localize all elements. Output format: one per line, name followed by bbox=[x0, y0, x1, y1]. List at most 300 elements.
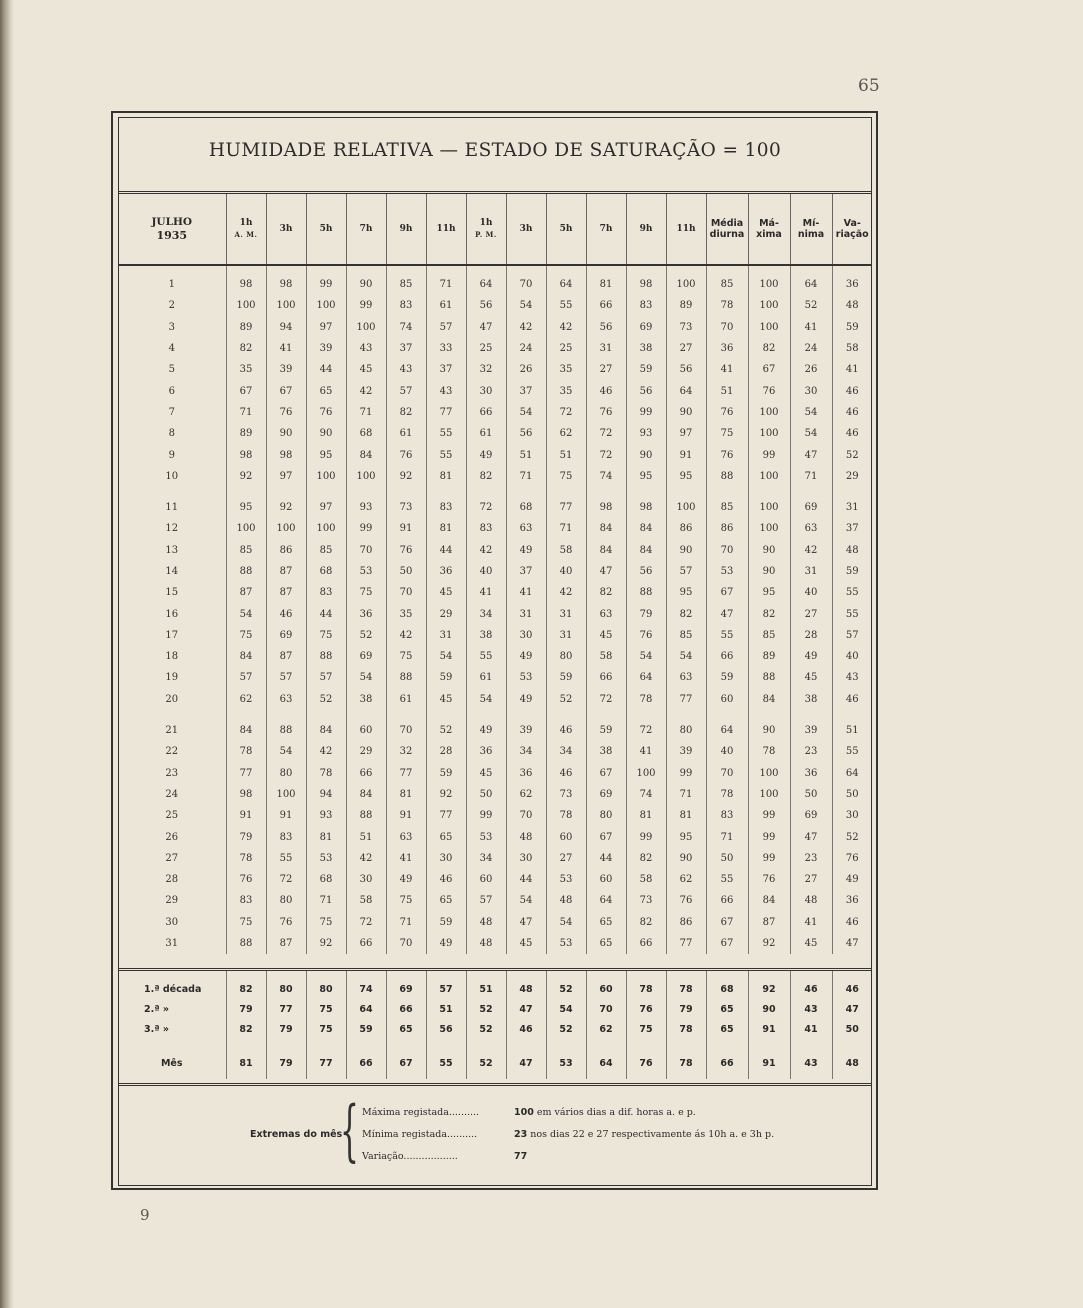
value-cell: 56 bbox=[626, 561, 666, 582]
value-cell: 65 bbox=[586, 933, 626, 954]
value-cell: 77 bbox=[666, 933, 706, 954]
column-header-top: 9h bbox=[399, 223, 413, 234]
table-row bbox=[118, 466, 872, 487]
value-cell: 88 bbox=[626, 582, 666, 603]
summary-value: 70 bbox=[586, 999, 626, 1019]
value-cell: 73 bbox=[666, 317, 706, 338]
column-header-top: 11h bbox=[676, 223, 696, 234]
value-cell: 100 bbox=[266, 518, 306, 539]
value-cell: 33 bbox=[426, 338, 466, 359]
value-cell: 46 bbox=[832, 402, 872, 423]
value-cell: 100 bbox=[226, 518, 266, 539]
value-cell: 83 bbox=[266, 826, 306, 847]
value-cell: 41 bbox=[832, 359, 872, 380]
value-cell: 57 bbox=[306, 667, 346, 688]
value-cell: 90 bbox=[666, 402, 706, 423]
table-row bbox=[118, 689, 872, 710]
day-cell: 24 bbox=[165, 788, 179, 800]
column-header bbox=[748, 193, 790, 266]
value-cell: 78 bbox=[706, 295, 748, 316]
value-cell: 44 bbox=[506, 869, 546, 890]
summary-value: 82 bbox=[226, 1019, 266, 1039]
value-cell: 45 bbox=[466, 763, 506, 784]
extremes-label: Extremas do mês bbox=[250, 1129, 343, 1140]
value-cell: 88 bbox=[748, 667, 790, 688]
value-cell: 81 bbox=[586, 265, 626, 295]
value-cell: 70 bbox=[346, 540, 386, 561]
column-header bbox=[626, 193, 666, 266]
value-cell: 45 bbox=[426, 582, 466, 603]
column-header-bottom: nima bbox=[797, 229, 825, 240]
value-cell: 40 bbox=[790, 582, 832, 603]
value-cell: 58 bbox=[346, 890, 386, 911]
summary-value: 74 bbox=[346, 970, 386, 1000]
value-cell: 77 bbox=[666, 689, 706, 710]
value-cell: 63 bbox=[506, 518, 546, 539]
value-cell: 71 bbox=[706, 826, 748, 847]
value-cell: 70 bbox=[386, 933, 426, 954]
value-cell: 46 bbox=[832, 423, 872, 444]
value-cell: 100 bbox=[666, 487, 706, 518]
summary-value: 78 bbox=[666, 970, 706, 1000]
summary-value: 78 bbox=[666, 1019, 706, 1039]
value-cell: 90 bbox=[306, 423, 346, 444]
value-cell: 89 bbox=[226, 317, 266, 338]
value-cell: 76 bbox=[748, 869, 790, 890]
value-cell: 91 bbox=[226, 805, 266, 826]
value-cell: 100 bbox=[748, 295, 790, 316]
value-cell: 76 bbox=[586, 402, 626, 423]
value-cell: 55 bbox=[546, 295, 586, 316]
value-cell: 90 bbox=[266, 423, 306, 444]
value-cell: 76 bbox=[706, 444, 748, 465]
value-cell: 64 bbox=[666, 380, 706, 401]
value-cell: 82 bbox=[748, 338, 790, 359]
column-header bbox=[506, 193, 546, 266]
summary-value: 79 bbox=[266, 1019, 306, 1039]
value-cell: 29 bbox=[346, 741, 386, 762]
value-cell: 28 bbox=[790, 625, 832, 646]
value-cell: 69 bbox=[790, 487, 832, 518]
value-cell: 34 bbox=[506, 741, 546, 762]
value-cell: 71 bbox=[346, 402, 386, 423]
summary-value: 76 bbox=[626, 999, 666, 1019]
value-cell: 76 bbox=[832, 848, 872, 869]
summary-value: 52 bbox=[466, 1039, 506, 1079]
value-cell: 74 bbox=[586, 466, 626, 487]
value-cell: 47 bbox=[706, 603, 748, 624]
day-cell: 3 bbox=[168, 321, 175, 333]
summary-value: 47 bbox=[832, 999, 872, 1019]
summary-value: 65 bbox=[706, 1019, 748, 1039]
value-cell: 88 bbox=[226, 561, 266, 582]
value-cell: 46 bbox=[832, 380, 872, 401]
table-row bbox=[118, 667, 872, 688]
humidity-table bbox=[118, 191, 872, 954]
value-cell: 85 bbox=[226, 540, 266, 561]
value-cell: 72 bbox=[586, 444, 626, 465]
summary-label: 2.ª » bbox=[144, 1003, 170, 1015]
value-cell: 99 bbox=[748, 826, 790, 847]
summary-value: 59 bbox=[346, 1019, 386, 1039]
day-cell: 22 bbox=[165, 746, 179, 758]
value-cell: 68 bbox=[346, 423, 386, 444]
summary-value: 76 bbox=[626, 1039, 666, 1079]
value-cell: 100 bbox=[748, 402, 790, 423]
value-cell: 93 bbox=[306, 805, 346, 826]
value-cell: 59 bbox=[832, 561, 872, 582]
value-cell: 67 bbox=[748, 359, 790, 380]
value-cell: 99 bbox=[466, 805, 506, 826]
day-cell: 6 bbox=[168, 385, 175, 397]
value-cell: 55 bbox=[832, 603, 872, 624]
value-cell: 76 bbox=[306, 402, 346, 423]
value-cell: 100 bbox=[748, 466, 790, 487]
value-cell: 47 bbox=[832, 933, 872, 954]
value-cell: 100 bbox=[306, 518, 346, 539]
summary-value: 75 bbox=[306, 1019, 346, 1039]
value-cell: 44 bbox=[306, 603, 346, 624]
value-cell: 84 bbox=[626, 518, 666, 539]
extremes-divider bbox=[118, 1083, 872, 1086]
value-cell: 100 bbox=[748, 423, 790, 444]
summary-value: 57 bbox=[426, 970, 466, 1000]
value-cell: 35 bbox=[546, 380, 586, 401]
value-cell: 57 bbox=[226, 667, 266, 688]
value-cell: 34 bbox=[466, 848, 506, 869]
value-cell: 23 bbox=[790, 741, 832, 762]
summary-row bbox=[118, 1039, 872, 1079]
value-cell: 94 bbox=[306, 784, 346, 805]
value-cell: 49 bbox=[466, 710, 506, 741]
value-cell: 45 bbox=[790, 667, 832, 688]
value-cell: 48 bbox=[832, 540, 872, 561]
summary-value: 82 bbox=[226, 970, 266, 1000]
value-cell: 60 bbox=[546, 826, 586, 847]
value-cell: 57 bbox=[426, 317, 466, 338]
summary-value: 48 bbox=[506, 970, 546, 1000]
value-cell: 48 bbox=[832, 295, 872, 316]
value-cell: 56 bbox=[626, 380, 666, 401]
value-cell: 92 bbox=[748, 933, 790, 954]
value-cell: 43 bbox=[426, 380, 466, 401]
summary-value: 43 bbox=[790, 1039, 832, 1079]
value-cell: 41 bbox=[466, 582, 506, 603]
value-cell: 59 bbox=[426, 763, 466, 784]
summary-body bbox=[118, 970, 872, 1080]
value-cell: 73 bbox=[546, 784, 586, 805]
day-cell: 10 bbox=[165, 470, 179, 482]
value-cell: 76 bbox=[386, 540, 426, 561]
value-cell: 46 bbox=[832, 912, 872, 933]
table-row bbox=[118, 646, 872, 667]
value-cell: 35 bbox=[226, 359, 266, 380]
value-cell: 59 bbox=[426, 912, 466, 933]
value-cell: 70 bbox=[386, 582, 426, 603]
value-cell: 87 bbox=[266, 646, 306, 667]
value-cell: 65 bbox=[306, 380, 346, 401]
value-cell: 72 bbox=[586, 689, 626, 710]
summary-label: Mês bbox=[160, 1057, 183, 1069]
value-cell: 81 bbox=[426, 466, 466, 487]
value-cell: 48 bbox=[466, 912, 506, 933]
value-cell: 64 bbox=[706, 710, 748, 741]
value-cell: 37 bbox=[832, 518, 872, 539]
column-header bbox=[118, 193, 226, 266]
value-cell: 91 bbox=[386, 805, 426, 826]
summary-value: 50 bbox=[832, 1019, 872, 1039]
summary-value: 81 bbox=[226, 1039, 266, 1079]
value-cell: 100 bbox=[748, 487, 790, 518]
value-cell: 32 bbox=[386, 741, 426, 762]
value-cell: 82 bbox=[626, 848, 666, 869]
value-cell: 54 bbox=[626, 646, 666, 667]
value-cell: 32 bbox=[466, 359, 506, 380]
extreme-max-value: 100 bbox=[514, 1107, 534, 1118]
value-cell: 100 bbox=[748, 265, 790, 295]
value-cell: 54 bbox=[546, 912, 586, 933]
value-cell: 55 bbox=[832, 741, 872, 762]
value-cell: 52 bbox=[426, 710, 466, 741]
summary-value: 75 bbox=[306, 999, 346, 1019]
value-cell: 100 bbox=[748, 518, 790, 539]
summary-value: 79 bbox=[666, 999, 706, 1019]
value-cell: 55 bbox=[706, 869, 748, 890]
extreme-max-line bbox=[362, 1107, 696, 1118]
value-cell: 56 bbox=[466, 295, 506, 316]
value-cell: 31 bbox=[790, 561, 832, 582]
value-cell: 71 bbox=[666, 784, 706, 805]
value-cell: 85 bbox=[306, 540, 346, 561]
value-cell: 49 bbox=[506, 689, 546, 710]
value-cell: 77 bbox=[426, 402, 466, 423]
value-cell: 99 bbox=[748, 805, 790, 826]
value-cell: 72 bbox=[466, 487, 506, 518]
value-cell: 100 bbox=[266, 784, 306, 805]
value-cell: 44 bbox=[306, 359, 346, 380]
value-cell: 36 bbox=[506, 763, 546, 784]
table-row bbox=[118, 402, 872, 423]
value-cell: 90 bbox=[666, 540, 706, 561]
value-cell: 70 bbox=[506, 265, 546, 295]
table-row bbox=[118, 912, 872, 933]
value-cell: 84 bbox=[748, 689, 790, 710]
value-cell: 25 bbox=[546, 338, 586, 359]
value-cell: 42 bbox=[790, 540, 832, 561]
value-cell: 42 bbox=[386, 625, 426, 646]
summary-value: 55 bbox=[426, 1039, 466, 1079]
value-cell: 39 bbox=[666, 741, 706, 762]
value-cell: 52 bbox=[832, 826, 872, 847]
value-cell: 78 bbox=[226, 848, 266, 869]
extreme-var-line bbox=[362, 1151, 528, 1162]
column-header-top: 9h bbox=[639, 223, 653, 234]
value-cell: 80 bbox=[266, 890, 306, 911]
value-cell: 91 bbox=[266, 805, 306, 826]
value-cell: 44 bbox=[426, 540, 466, 561]
table-row bbox=[118, 561, 872, 582]
column-header bbox=[706, 193, 748, 266]
summary-value: 75 bbox=[626, 1019, 666, 1039]
value-cell: 81 bbox=[666, 805, 706, 826]
summary-label: 3.ª » bbox=[144, 1023, 170, 1035]
day-cell: 1 bbox=[168, 279, 175, 291]
summary-value: 51 bbox=[426, 999, 466, 1019]
column-header bbox=[666, 193, 706, 266]
value-cell: 87 bbox=[266, 933, 306, 954]
value-cell: 52 bbox=[306, 689, 346, 710]
value-cell: 74 bbox=[386, 317, 426, 338]
summary-value: 52 bbox=[466, 1019, 506, 1039]
table-row bbox=[118, 359, 872, 380]
value-cell: 27 bbox=[666, 338, 706, 359]
day-cell: 23 bbox=[165, 767, 179, 779]
value-cell: 99 bbox=[666, 763, 706, 784]
value-cell: 31 bbox=[426, 625, 466, 646]
summary-value: 79 bbox=[266, 1039, 306, 1079]
value-cell: 71 bbox=[386, 912, 426, 933]
column-header bbox=[306, 193, 346, 266]
column-header-top: 3h bbox=[279, 223, 293, 234]
value-cell: 54 bbox=[226, 603, 266, 624]
value-cell: 61 bbox=[466, 667, 506, 688]
column-header-top: 1h bbox=[479, 218, 493, 228]
value-cell: 46 bbox=[266, 603, 306, 624]
value-cell: 38 bbox=[586, 741, 626, 762]
column-header bbox=[346, 193, 386, 266]
value-cell: 42 bbox=[346, 848, 386, 869]
day-cell: 30 bbox=[165, 916, 179, 928]
value-cell: 86 bbox=[266, 540, 306, 561]
value-cell: 38 bbox=[790, 689, 832, 710]
value-cell: 98 bbox=[586, 487, 626, 518]
value-cell: 51 bbox=[832, 710, 872, 741]
value-cell: 41 bbox=[790, 912, 832, 933]
value-cell: 90 bbox=[626, 444, 666, 465]
value-cell: 43 bbox=[346, 338, 386, 359]
summary-value: 41 bbox=[790, 1019, 832, 1039]
column-header-bottom: diurna bbox=[709, 229, 745, 240]
value-cell: 100 bbox=[748, 317, 790, 338]
value-cell: 67 bbox=[706, 582, 748, 603]
value-cell: 27 bbox=[546, 848, 586, 869]
value-cell: 85 bbox=[386, 265, 426, 295]
value-cell: 36 bbox=[832, 265, 872, 295]
table-row bbox=[118, 763, 872, 784]
column-header bbox=[266, 193, 306, 266]
value-cell: 82 bbox=[748, 603, 790, 624]
day-cell: 19 bbox=[165, 672, 179, 684]
value-cell: 55 bbox=[832, 582, 872, 603]
value-cell: 60 bbox=[706, 689, 748, 710]
value-cell: 54 bbox=[790, 423, 832, 444]
value-cell: 27 bbox=[790, 603, 832, 624]
extreme-min-label: Mínima registada.......... bbox=[362, 1129, 478, 1140]
signature-mark: 9 bbox=[140, 1206, 150, 1224]
value-cell: 49 bbox=[506, 540, 546, 561]
value-cell: 40 bbox=[466, 561, 506, 582]
value-cell: 42 bbox=[546, 317, 586, 338]
value-cell: 50 bbox=[386, 561, 426, 582]
table-row bbox=[118, 603, 872, 624]
day-cell: 25 bbox=[165, 810, 179, 822]
value-cell: 100 bbox=[346, 466, 386, 487]
table-row bbox=[118, 487, 872, 518]
value-cell: 38 bbox=[346, 689, 386, 710]
value-cell: 100 bbox=[626, 763, 666, 784]
value-cell: 84 bbox=[226, 710, 266, 741]
value-cell: 76 bbox=[748, 380, 790, 401]
value-cell: 45 bbox=[506, 933, 546, 954]
day-cell: 2 bbox=[168, 300, 175, 312]
value-cell: 46 bbox=[832, 689, 872, 710]
extreme-var-label: Variação.................. bbox=[362, 1151, 458, 1162]
value-cell: 75 bbox=[706, 423, 748, 444]
column-header bbox=[466, 193, 506, 266]
value-cell: 39 bbox=[266, 359, 306, 380]
day-cell: 16 bbox=[165, 608, 179, 620]
value-cell: 99 bbox=[626, 826, 666, 847]
value-cell: 95 bbox=[226, 487, 266, 518]
summary-value: 46 bbox=[506, 1019, 546, 1039]
value-cell: 83 bbox=[706, 805, 748, 826]
value-cell: 85 bbox=[666, 625, 706, 646]
value-cell: 37 bbox=[386, 338, 426, 359]
day-cell: 18 bbox=[165, 651, 179, 663]
summary-value: 79 bbox=[226, 999, 266, 1019]
summary-value: 69 bbox=[386, 970, 426, 1000]
value-cell: 30 bbox=[346, 869, 386, 890]
value-cell: 66 bbox=[586, 295, 626, 316]
table-row bbox=[118, 625, 872, 646]
value-cell: 77 bbox=[386, 763, 426, 784]
value-cell: 71 bbox=[506, 466, 546, 487]
value-cell: 30 bbox=[426, 848, 466, 869]
summary-value: 64 bbox=[586, 1039, 626, 1079]
value-cell: 100 bbox=[306, 295, 346, 316]
value-cell: 27 bbox=[586, 359, 626, 380]
value-cell: 49 bbox=[386, 869, 426, 890]
value-cell: 53 bbox=[506, 667, 546, 688]
value-cell: 73 bbox=[626, 890, 666, 911]
summary-value: 66 bbox=[706, 1039, 748, 1079]
value-cell: 57 bbox=[386, 380, 426, 401]
value-cell: 29 bbox=[832, 466, 872, 487]
value-cell: 36 bbox=[466, 741, 506, 762]
value-cell: 82 bbox=[386, 402, 426, 423]
value-cell: 42 bbox=[546, 582, 586, 603]
value-cell: 71 bbox=[426, 265, 466, 295]
value-cell: 89 bbox=[666, 295, 706, 316]
summary-value: 67 bbox=[386, 1039, 426, 1079]
value-cell: 63 bbox=[586, 603, 626, 624]
value-cell: 43 bbox=[386, 359, 426, 380]
value-cell: 72 bbox=[586, 423, 626, 444]
value-cell: 89 bbox=[748, 646, 790, 667]
summary-value: 52 bbox=[546, 970, 586, 1000]
summary-value: 66 bbox=[346, 1039, 386, 1079]
value-cell: 46 bbox=[586, 380, 626, 401]
value-cell: 42 bbox=[506, 317, 546, 338]
value-cell: 52 bbox=[546, 689, 586, 710]
value-cell: 42 bbox=[466, 540, 506, 561]
day-cell: 7 bbox=[168, 406, 175, 418]
value-cell: 90 bbox=[748, 561, 790, 582]
value-cell: 71 bbox=[226, 402, 266, 423]
column-header-bottom: riação bbox=[835, 229, 869, 240]
value-cell: 100 bbox=[306, 466, 346, 487]
extreme-max-label: Máxima registada.......... bbox=[362, 1107, 480, 1118]
